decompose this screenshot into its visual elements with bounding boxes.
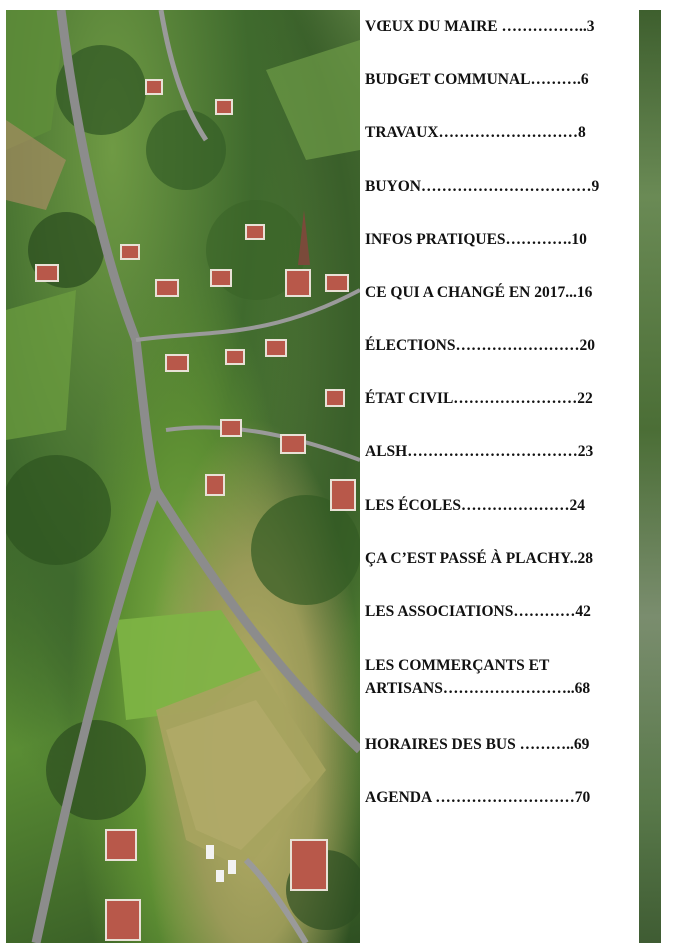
toc-item-elections: ÉLECTIONS……………………20 [365,337,595,354]
toc-item-les-ecoles: LES ÉCOLES…………………24 [365,497,586,514]
toc-item-les-associations: LES ASSOCIATIONS…………42 [365,603,591,620]
toc-item-buyon: BUYON……………………………9 [365,178,600,195]
toc-item-horaires-des-bus: HORAIRES DES BUS ………..69 [365,736,590,753]
toc-item-ca-c-est-passe: ÇA C’EST PASSÉ À PLACHY..28 [365,550,593,567]
toc-item-voeux-du-maire: VŒUX DU MAIRE ……………..3 [365,18,595,35]
table-of-contents [360,10,639,943]
right-photo-strip [639,10,661,943]
toc-item-budget-communal: BUDGET COMMUNAL……….6 [365,71,589,88]
aerial-village-photo [6,10,360,943]
toc-item-etat-civil: ÉTAT CIVIL……………………22 [365,390,593,407]
toc-item-infos-pratiques: INFOS PRATIQUES………….10 [365,231,587,248]
toc-item-travaux: TRAVAUX………………………8 [365,124,586,141]
toc-item-ce-qui-a-change: CE QUI A CHANGÉ EN 2017...16 [365,284,593,301]
toc-item-commercants-artisans: LES COMMERÇANTS ET ARTISANS……………………..68 [365,657,591,697]
toc-item-agenda: AGENDA ………………………70 [365,789,591,806]
toc-item-alsh: ALSH……………………………23 [365,443,594,460]
